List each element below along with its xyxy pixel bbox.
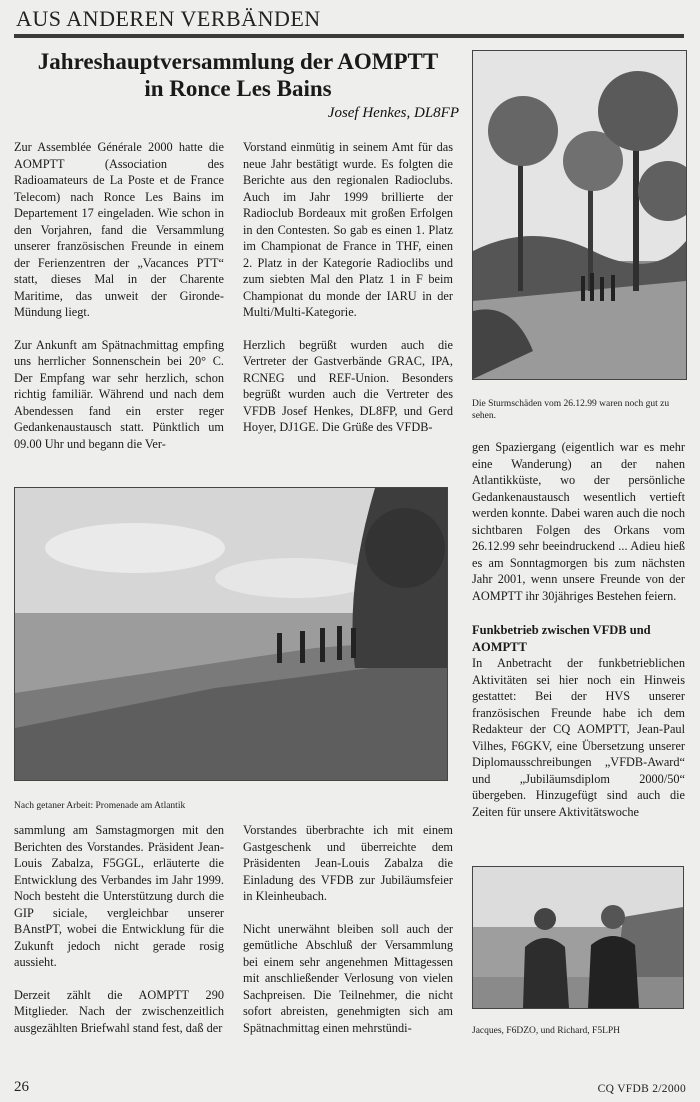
article-title-line-1: Jahreshauptversammlung der AOMPTT (37, 49, 439, 74)
promenade-photo (14, 487, 448, 781)
portraits-image (473, 867, 683, 1008)
paragraph: Nicht unerwähnt bleiben soll auch der gemütliche Abschluß der Versammlung bei einem sehr angenehmen Mittagessen mit anschließender Verlosung von vielen Sachpreisen. Die Teilnehmer, die nicht sofort abreisten, genehmigten sich am Spätnachmittag einen mehrstündi- (243, 921, 453, 1035)
column-1-top (14, 139, 224, 452)
paragraph: Vorstandes überbrachte ich mit einem Gastgeschenk und überreichte dem Präsidenten Jean-Louis Zabalza die Einladung des VFDB zur Jubiläumsfeier in Kleinheubach. (243, 823, 453, 903)
section-subheading: Funkbetrieb zwischen VFDB und AOMPTT (472, 623, 651, 654)
paragraph: gen Spaziergang (eigentlich war es mehr eine Wanderung) an der nahen Atlantikküste, wo der persönliche Gedankenaustausch wesentlich vertieft werden konnte. Dabei waren auch die noch sichtbaren Folgen des Orkans vom 26.12.99 sehr beeindruckend ... Adieu hieß es am Sonntagmorgen bis zum nächsten Jahr 2001, wenn unsere Freunde von der AOMPTT ihr 30jähriges Bestehen feiern. (472, 440, 685, 603)
article-title-line-2: in Ronce Les Bains (144, 76, 332, 101)
storm-damage-photo (472, 50, 687, 380)
promenade-photo-caption: Nach getaner Arbeit: Promenade am Atlantik (14, 801, 186, 811)
paragraph: sammlung am Samstagmorgen mit den Berichten des Vorstandes. Präsident Jean-Louis Zabalza, F5GGL, erläuterte die Entwicklung des Verbandes im Jahr 1999. Noch besteht die Unterstützung durch die GIP siciale, vergleichbar unserer BAnstPT, wobei die Entwicklung für die Zukunft jedoch nicht gerade rosig aussieht. (14, 823, 224, 969)
portraits-photo-caption: Jacques, F6DZO, und Richard, F5LPH (472, 1026, 621, 1036)
column-1-bottom (14, 822, 224, 1036)
column-2-bottom (243, 822, 453, 1036)
article-author: Josef Henkes, DL8FP (327, 105, 459, 121)
storm-photo-caption: Die Sturmschäden vom 26.12.99 waren noch gut zu sehen. (472, 399, 670, 421)
storm-damage-image (473, 51, 686, 379)
promenade-image (15, 488, 447, 780)
article-title (12, 48, 464, 102)
paragraph: Zur Assemblée Générale 2000 hatte die AOMPTT (Association des Radioamateurs de La Poste et de France Telecom) nach Ronce Les Bains im Departement 17 eingeladen. Wie schon in den Vorjahren, fand die Versammlung unserer französischen Freunde in einem der Ferienzentren der „Vacances PTT“ statt, dieses Mal in der Charente Maritime, das unweit der Gironde-Mündung liegt. (14, 140, 224, 319)
paragraph: Vorstand einmütig in seinem Amt für das neue Jahr bestätigt wurde. Es folgten die Berichte aus den regionalen Radioclubs. Auch im Jahr 1999 brillierte der Radioclub Bordeaux mit großen Erfolgen in den Contesten. So gab es einen 1. Platz im Championat de France in THF, einen 2. Platz in der Kategorie Radioclibs und zum siebten Mal den Platz 1 in F beim Championat du monde der IARU in der Multi/Multi-Kategorie. (243, 140, 453, 319)
column-3 (472, 439, 685, 820)
paragraph: Zur Ankunft am Spätnachmittag empfing uns herrlicher Sonnenschein bei 20° C. Der Empfang war sehr herzlich, schon richtig familiär. Während und nach dem Abendessen fand ein erster reger Gedankenaustausch statt. Pünktlich um 09.00 Uhr und begann die Ver- (14, 337, 224, 451)
section-heading: AUS ANDEREN VERBÄNDEN (16, 6, 321, 31)
paragraph: In Anbetracht der funkbetrieblichen Aktivitäten sei hier noch ein Hinweis gestattet: Bei der HVS unserer französischen Freunde habe ich dem Redakteur der CQ AOMPTT, Jean-Paul Vilhes, F6GKV, eine Übersetzung unserer Diplomausschreibungen „VFDB-Award“ und „Jubiläumsdiplom 2000/50“ übergeben. Hinzugefügt sind auch die Zeiten für unsere Aktivitätswoche (472, 656, 685, 819)
paragraph: Derzeit zählt die AOMPTT 290 Mitglieder. Nach der zwischenzeitlich ausgezählten Briefwahl stand fest, daß der (14, 987, 224, 1035)
column-2-top (243, 139, 453, 436)
header-rule (14, 34, 684, 38)
portraits-photo (472, 866, 684, 1009)
paragraph: Herzlich begrüßt wurden auch die Vertreter der Gastverbände GRAC, IPA, RCNEG und REF-Union. Besonders begrüßt wurden auch die Vertreter des VFDB Josef Henkes, DL8FP, und Gerd Hoyer, DJ1GE. Die Grüße des VFDB- (243, 337, 453, 434)
issue-label: CQ VFDB 2/2000 (597, 1083, 686, 1095)
page-number: 26 (14, 1079, 29, 1095)
